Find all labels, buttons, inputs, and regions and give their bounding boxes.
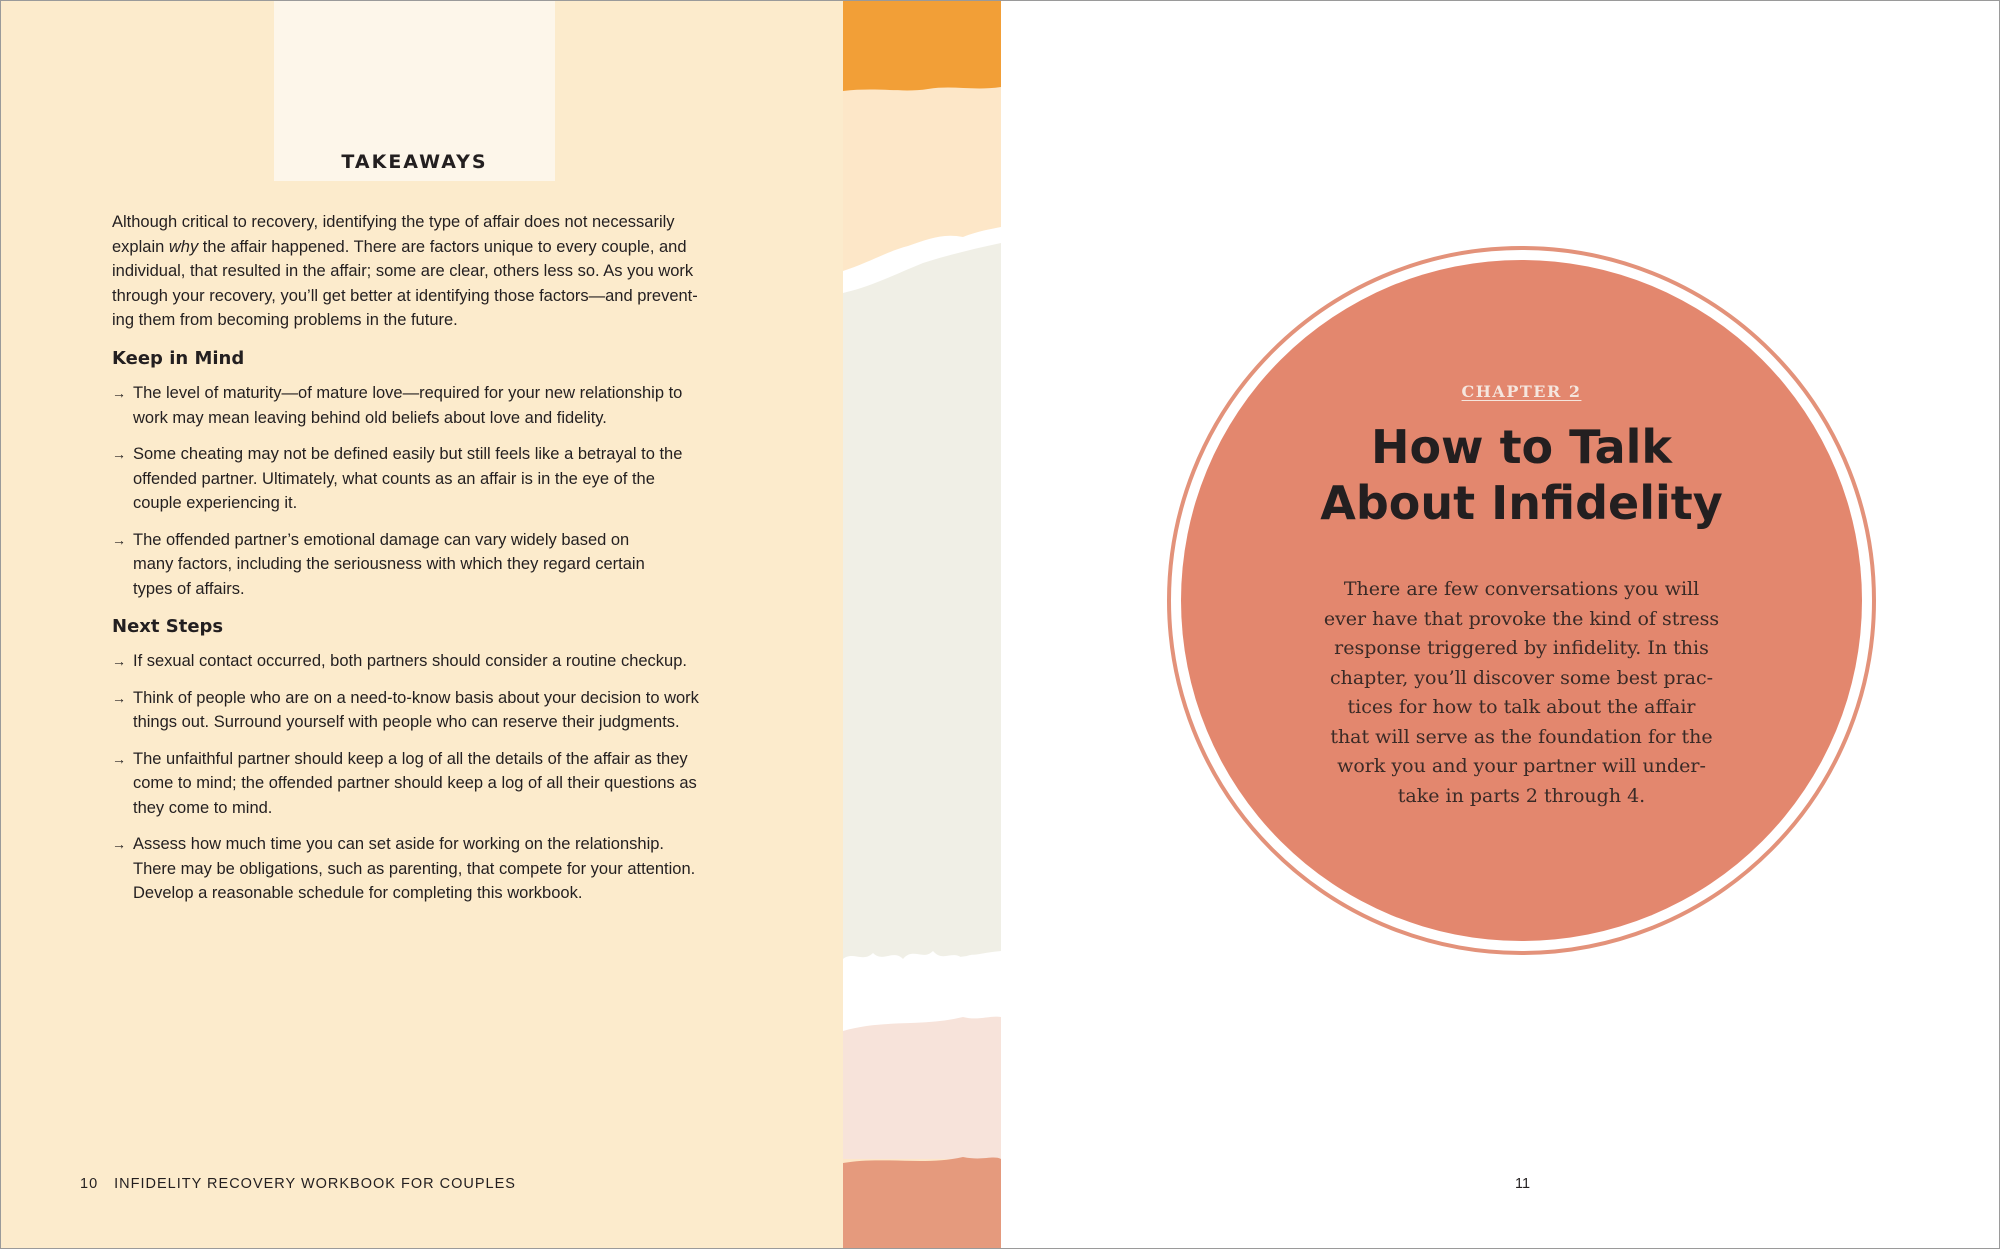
chapter-label: CHAPTER 2: [1461, 382, 1582, 401]
list-item: → The offended partner’s emotional damage can vary widely based on many factors, including the seriousness with which they regard certain types of affairs.: [112, 528, 722, 602]
arrow-icon: →: [112, 653, 126, 669]
arrow-icon: →: [112, 531, 126, 548]
keep-in-mind-heading: Keep in Mind: [112, 348, 245, 369]
arrow-icon: →: [112, 750, 126, 767]
next-steps-heading: Next Steps: [112, 616, 224, 637]
left-footer: [80, 1176, 516, 1192]
intro-line: through your recovery, you’ll get better at identifying those factors—and prevent-: [112, 286, 698, 305]
page-number-left: 10: [80, 1176, 99, 1192]
takeaways-tab: [274, 1, 555, 181]
chapter-title-line: How to Talk: [1370, 420, 1673, 474]
intro-paragraph: [112, 210, 717, 333]
chapter-description: There are few conversations you will ever have that provoke the kind of stress response triggered by infidelity. In this chapter, you’ll discover some best prac- tices for how to talk about the affair that will serve as the foundation for the work you and your partner will under- take in parts 2 through 4.: [1323, 578, 1720, 807]
next-steps-list: [112, 649, 722, 918]
page-number-right: 11: [1515, 1176, 1531, 1192]
intro-line: individual, that resulted in the affair; some are clear, others less so. As you work: [112, 262, 694, 280]
intro-line: ing them from becoming problems in the future.: [112, 311, 458, 329]
takeaways-heading: TAKEAWAYS: [341, 151, 488, 173]
list-item: → Assess how much time you can set aside for working on the relationship. There may be obligations, such as parenting, that compete for your attention. Develop a reasonable schedule for completing this workbook.: [112, 832, 722, 906]
list-item: → Some cheating may not be defined easily but still feels like a betrayal to the offended partner. Ultimately, what counts as an affair is in the eye of the couple experiencing it.: [112, 442, 722, 516]
arrow-icon: →: [112, 689, 126, 706]
list-item: → Think of people who are on a need-to-know basis about your decision to work things out. Surround yourself with people who can reserve their judgments.: [112, 686, 722, 735]
chapter-title: [1221, 419, 1822, 531]
running-title: INFIDELITY RECOVERY WORKBOOK FOR COUPLES: [114, 1176, 516, 1192]
emphasis-why: why: [168, 237, 199, 256]
intro-line: explain why the affair happened. There are factors unique to every couple, and: [112, 237, 687, 256]
list-item: → The unfaithful partner should keep a log of all the details of the affair as they come to mind; the offended partner should keep a log of all their questions as they come to mind.: [112, 747, 722, 821]
arrow-icon: →: [112, 385, 126, 401]
keep-in-mind-list: [112, 381, 722, 613]
list-item: → The level of maturity—of mature love—required for your new relationship to work may mean leaving behind old beliefs about love and fidelity.: [112, 381, 722, 430]
torn-paper-strip: [843, 1, 1001, 1249]
arrow-icon: →: [112, 446, 126, 462]
intro-line: Although critical to recovery, identifying the type of affair does not necessarily: [112, 213, 675, 231]
list-item: → If sexual contact occurred, both partners should consider a routine checkup.: [112, 649, 722, 674]
arrow-icon: →: [112, 836, 126, 852]
chapter-title-line: About Infidelity: [1320, 476, 1723, 530]
